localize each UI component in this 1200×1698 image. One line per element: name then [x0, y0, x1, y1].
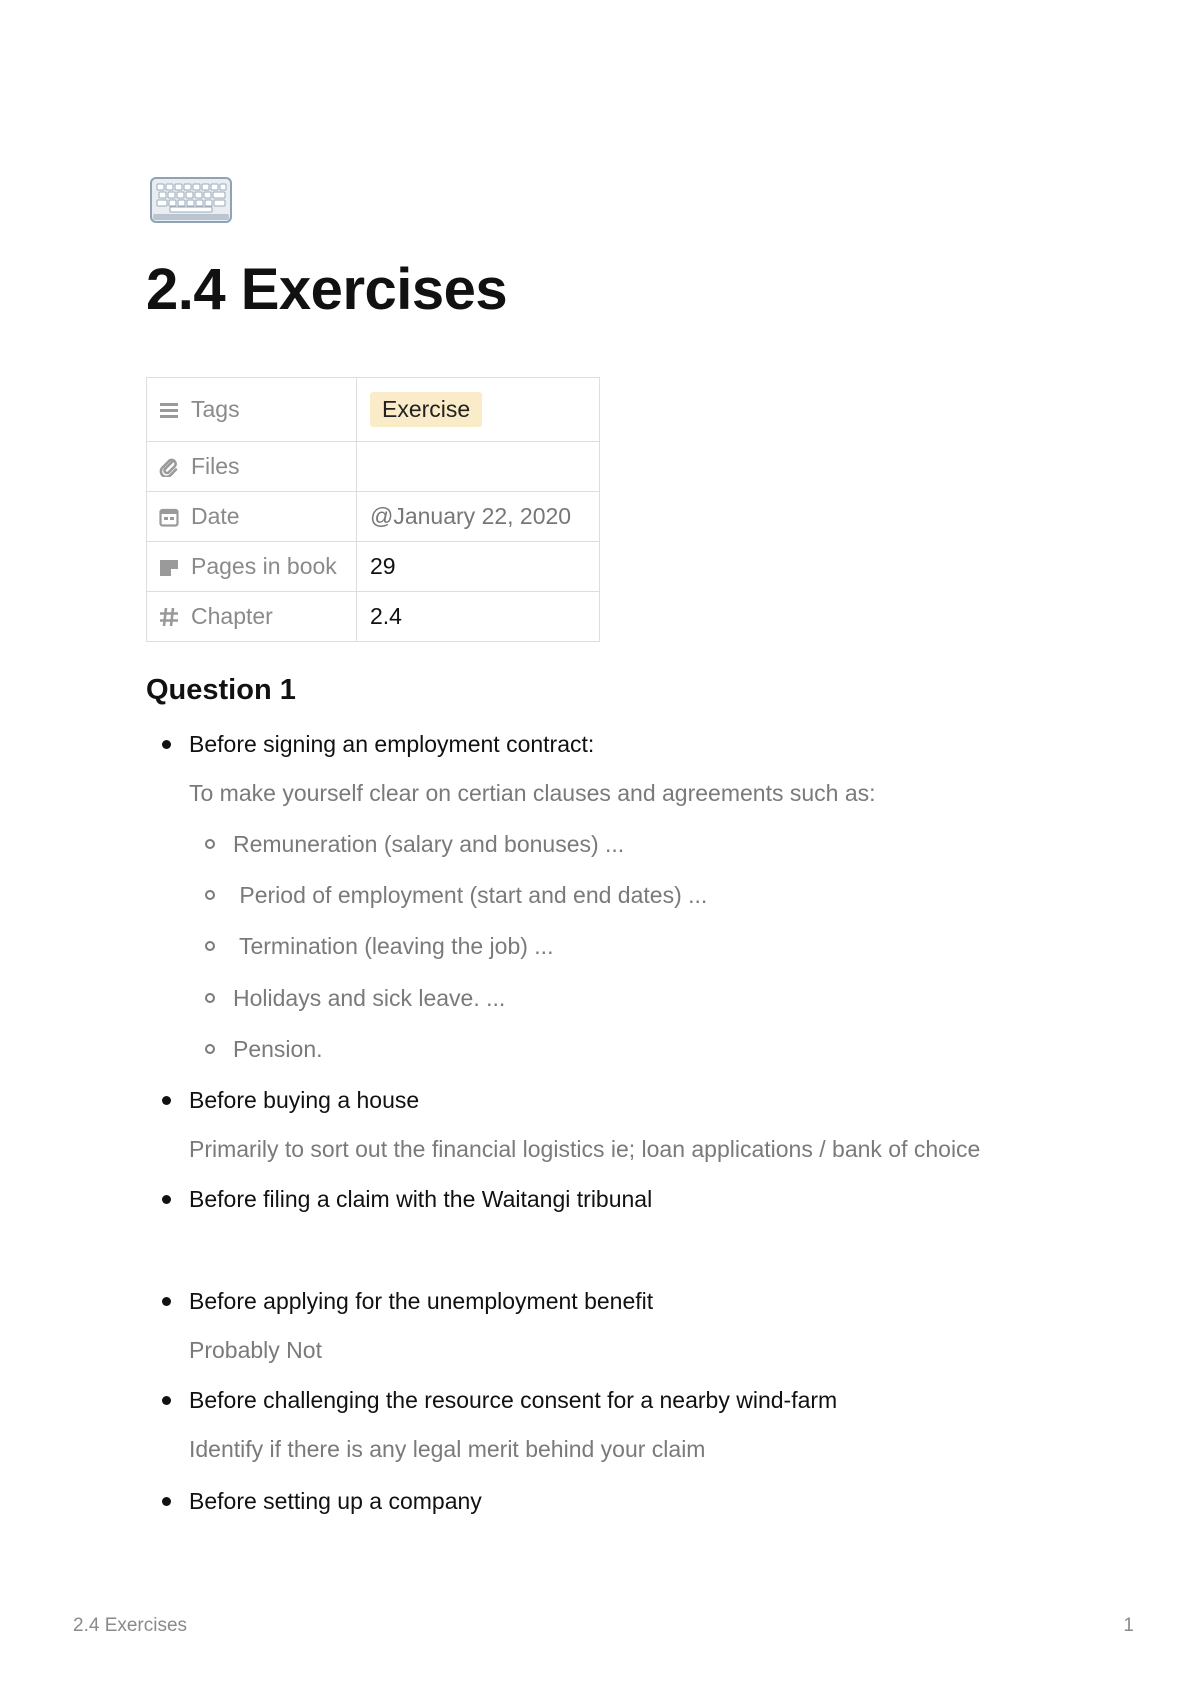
- bullet-icon: [162, 1096, 171, 1105]
- list-item-label: Before signing an employment contract:: [189, 731, 595, 757]
- property-row-files[interactable]: [147, 442, 600, 492]
- tag-exercise[interactable]: Exercise: [370, 392, 482, 427]
- sub-bullet-icon: [205, 890, 215, 900]
- bullet-icon: [162, 1195, 171, 1204]
- page-title: 2.4 Exercises: [146, 257, 508, 322]
- property-row-date[interactable]: [147, 492, 600, 542]
- question-heading: Question 1: [146, 674, 296, 706]
- sub-list-item: Remuneration (salary and bonuses) ...: [233, 831, 625, 857]
- hash-icon: [159, 607, 179, 627]
- property-value-date[interactable]: @January 22, 2020: [357, 492, 600, 542]
- list-item-answer: Primarily to sort out the financial logistics ie; loan applications / bank of choice: [189, 1136, 981, 1162]
- property-row-tags[interactable]: [147, 378, 600, 442]
- bullet-icon: [162, 1396, 171, 1405]
- list-item-label: Before challenging the resource consent for a nearby wind-farm: [189, 1387, 838, 1413]
- properties-table: [146, 377, 600, 642]
- calendar-icon: [159, 507, 179, 527]
- property-key-tags: Tags: [191, 396, 240, 422]
- property-key-date: Date: [191, 503, 240, 529]
- property-row-chapter[interactable]: [147, 592, 600, 642]
- list-item-label: Before filing a claim with the Waitangi tribunal: [189, 1186, 653, 1212]
- sub-list-item: Period of employment (start and end dates) ...: [233, 882, 708, 908]
- sub-list-item: Holidays and sick leave. ...: [233, 985, 506, 1011]
- property-key-chapter: Chapter: [191, 603, 273, 629]
- list-item-label: Before setting up a company: [189, 1488, 482, 1514]
- bullet-icon: [162, 1297, 171, 1306]
- property-key-pages: Pages in book: [191, 553, 337, 579]
- sub-bullet-icon: [205, 839, 215, 849]
- sub-bullet-icon: [205, 941, 215, 951]
- list-item-answer: Probably Not: [189, 1337, 322, 1363]
- property-value-chapter[interactable]: 2.4: [357, 592, 600, 642]
- footer-page-number: 1: [1123, 1615, 1134, 1636]
- list-item-answer: Identify if there is any legal merit behind your claim: [189, 1436, 706, 1462]
- list-icon: [159, 400, 179, 420]
- sub-list-item: Termination (leaving the job) ...: [233, 933, 554, 959]
- list-item-answer: To make yourself clear on certian clauses and agreements such as:: [189, 780, 876, 806]
- property-row-pages[interactable]: [147, 542, 600, 592]
- list-item-label: Before applying for the unemployment benefit: [189, 1288, 654, 1314]
- bullet-icon: [162, 1497, 171, 1506]
- text-icon: [159, 557, 179, 577]
- list-item-label: Before buying a house: [189, 1087, 420, 1113]
- footer-title: 2.4 Exercises: [73, 1615, 188, 1636]
- paperclip-icon: [159, 457, 179, 477]
- keyboard-icon: [150, 176, 232, 224]
- bullet-icon: [162, 740, 171, 749]
- sub-bullet-icon: [205, 1044, 215, 1054]
- sub-list-item: Pension.: [233, 1036, 323, 1062]
- sub-bullet-icon: [205, 993, 215, 1003]
- property-key-files: Files: [191, 453, 240, 479]
- property-value-files[interactable]: [357, 442, 600, 492]
- property-value-pages[interactable]: 29: [357, 542, 600, 592]
